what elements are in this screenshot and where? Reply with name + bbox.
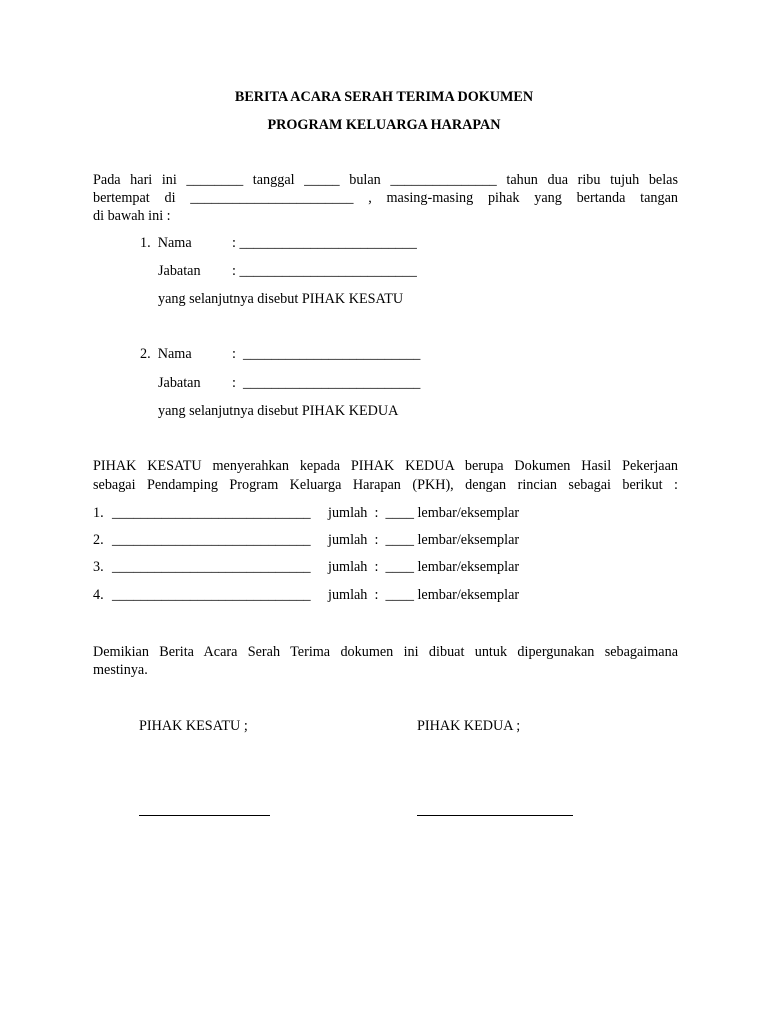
item-3-blank: ____________________________ <box>112 559 311 575</box>
item-1-number: 1. <box>93 505 104 521</box>
signature-line-second-party <box>417 815 573 816</box>
party-2-note: yang selanjutnya disebut PIHAK KEDUA <box>158 403 399 419</box>
party-1-name-label: 1. Nama <box>140 235 192 251</box>
party-1-position-field: : _________________________ <box>232 263 417 279</box>
item-2-quantity: jumlah : ____ lembar/eksemplar <box>328 532 520 548</box>
party-2-position-label: Jabatan <box>158 375 201 391</box>
item-3-quantity: jumlah : ____ lembar/eksemplar <box>328 559 520 575</box>
closing-line-1: Demikian Berita Acara Serah Terima dokumen ini dibuat untuk dipergunakan sebagaimana <box>93 644 678 660</box>
handover-line-1: PIHAK KESATU menyerahkan kepada PIHAK KEDUA berupa Dokumen Hasil Pekerjaan <box>93 458 678 474</box>
party-2-name-field: : _________________________ <box>232 346 421 362</box>
item-4-blank: ____________________________ <box>112 587 311 603</box>
item-1-quantity: jumlah : ____ lembar/eksemplar <box>328 505 520 521</box>
item-4-quantity: jumlah : ____ lembar/eksemplar <box>328 587 520 603</box>
document-subtitle: PROGRAM KELUARGA HARAPAN <box>267 117 501 133</box>
intro-line-2: bertempat di _______________________ , masing-masing pihak yang bertanda tangan <box>93 190 678 206</box>
item-4-number: 4. <box>93 587 104 603</box>
item-2-number: 2. <box>93 532 104 548</box>
item-1-blank: ____________________________ <box>112 505 311 521</box>
party-2-name-label: 2. Nama <box>140 346 192 362</box>
signature-label-first-party: PIHAK KESATU ; <box>139 718 248 734</box>
item-2-blank: ____________________________ <box>112 532 311 548</box>
item-3-number: 3. <box>93 559 104 575</box>
signature-label-second-party: PIHAK KEDUA ; <box>417 718 521 734</box>
party-1-position-label: Jabatan <box>158 263 201 279</box>
party-1-note: yang selanjutnya disebut PIHAK KESATU <box>158 291 404 307</box>
signature-line-first-party <box>139 815 270 816</box>
party-2-position-field: : _________________________ <box>232 375 421 391</box>
closing-line-2: mestinya. <box>93 662 148 678</box>
party-1-name-field: : _________________________ <box>232 235 417 251</box>
handover-line-2: sebagai Pendamping Program Keluarga Harapan (PKH), dengan rincian sebagai berikut : <box>93 477 678 493</box>
document-title: BERITA ACARA SERAH TERIMA DOKUMEN <box>234 89 534 105</box>
intro-line-1: Pada hari ini ________ tanggal _____ bulan _______________ tahun dua ribu tujuh belas <box>93 172 678 188</box>
intro-line-3: di bawah ini : <box>93 208 171 224</box>
